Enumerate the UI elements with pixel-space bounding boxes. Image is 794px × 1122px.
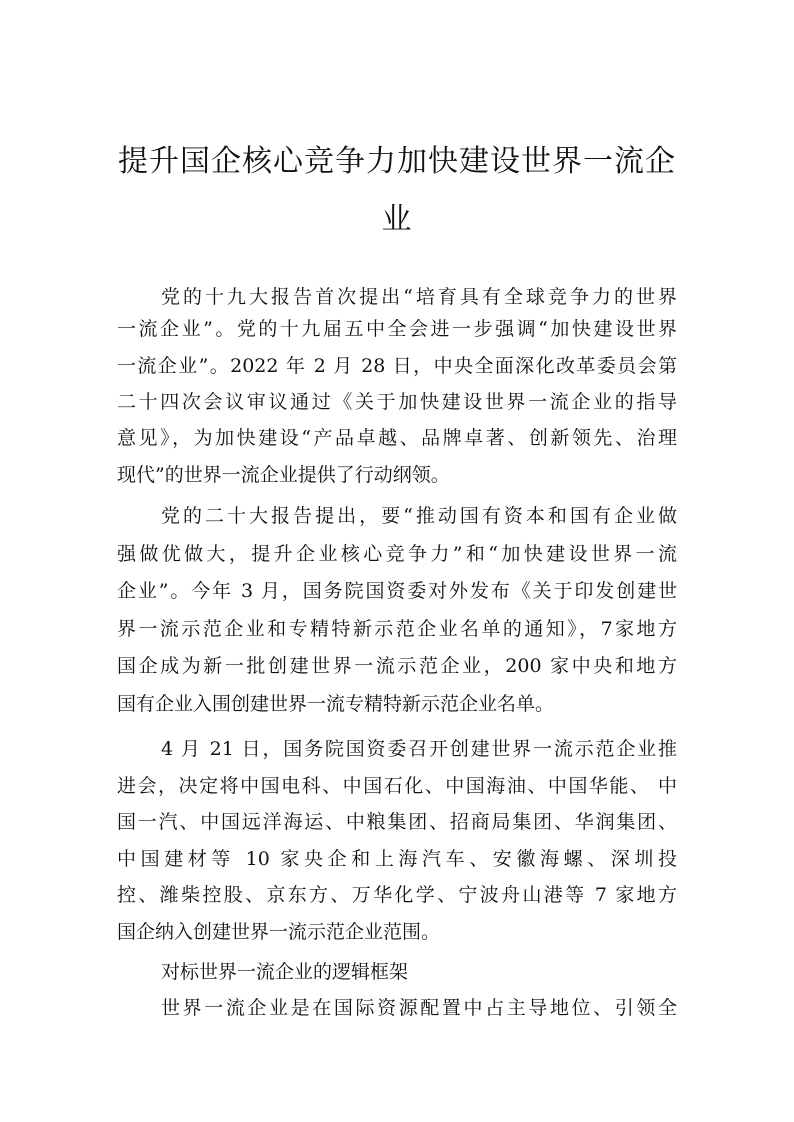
paragraph-1-line-3: 一流企业”。2022 年 2 月 28 日，中央全面深化改革委员会第: [117, 355, 677, 377]
paragraph-3-line-3: 国一汽、中国远洋海运、中粮集团、招商局集团、华润集团、: [117, 811, 677, 833]
paragraph-3-line-4: 中国建材等 10 家央企和上海汽车、安徽海螺、深圳投: [117, 848, 677, 870]
paragraph-1-line-2: 一流企业”。党的十九届五中全会进一步强调“加快建设世界: [117, 318, 677, 340]
paragraph-3-line-2: 进会，决定将中国电科、中国石化、中国海油、中国华能、 中: [117, 775, 677, 797]
paragraph-4-line-1: 世界一流企业是在国际资源配置中占主导地位、引领全: [161, 997, 677, 1019]
paragraph-2-line-2: 强做优做大，提升企业核心竞争力”和“加快建设世界一流: [117, 543, 677, 565]
paragraph-2-line-5: 国企成为新一批创建世界一流示范企业，200 家中央和地方: [117, 655, 677, 677]
section-heading: 对标世界一流企业的逻辑框架: [161, 961, 409, 983]
paragraph-2-line-3: 企业”。今年 3 月，国务院国资委对外发布《关于印发创建世: [117, 580, 677, 602]
paragraph-1-line-6: 现代”的世界一流企业提供了行动纲领。: [117, 464, 450, 486]
document-title-line-1: 提升国企核心竞争力加快建设世界一流企: [118, 144, 676, 179]
document-title-line-2: 业: [381, 202, 413, 237]
paragraph-1-line-5: 意见》，为加快建设“产品卓越、品牌卓著、创新领先、治理: [117, 427, 677, 449]
paragraph-2-line-1: 党的二十大报告提出，要“推动国有资本和国有企业做: [161, 505, 677, 527]
paragraph-3-line-1: 4 月 21 日，国务院国资委召开创建世界一流示范企业推: [161, 738, 677, 760]
paragraph-3-line-6: 国企纳入创建世界一流示范企业范围。: [117, 921, 441, 943]
paragraph-1-line-1: 党的十九大报告首次提出“培育具有全球竞争力的世界: [161, 286, 677, 308]
paragraph-3-line-5: 控、潍柴控股、京东方、万华化学、宁波舟山港等 7 家地方: [117, 884, 677, 906]
paragraph-2-line-4: 界一流示范企业和专精特新示范企业名单的通知》，7家地方: [117, 618, 677, 640]
paragraph-1-line-4: 二十四次会议审议通过《关于加快建设世界一流企业的指导: [117, 391, 677, 413]
paragraph-2-line-6: 国有企业入围创建世界一流专精特新示范企业名单。: [117, 693, 555, 715]
